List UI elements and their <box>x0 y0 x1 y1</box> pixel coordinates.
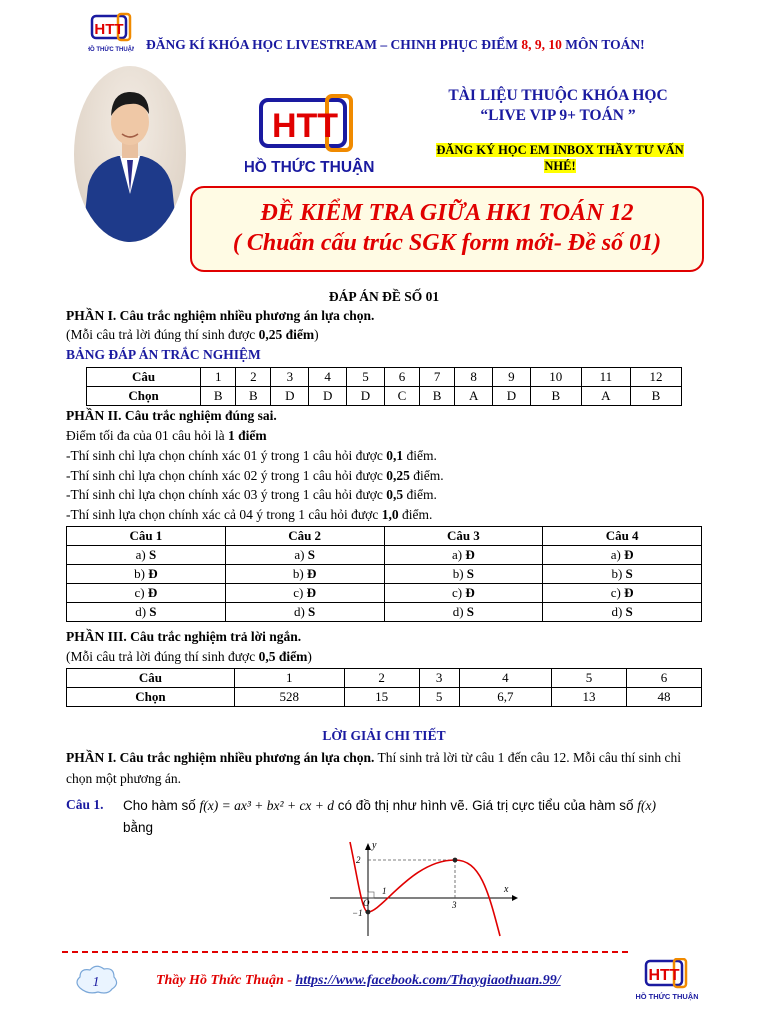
tf-cell <box>543 546 702 565</box>
tf-header-cell: Câu 1 <box>67 527 226 546</box>
part1-note-post: ) <box>314 327 319 342</box>
logo-footer-text: HTT <box>648 967 680 984</box>
mc-answer-cell: A <box>581 387 630 406</box>
mc-question-number: 2 <box>236 368 271 387</box>
tick-x-3: 3 <box>452 900 457 910</box>
tf-header-cell: Câu 4 <box>543 527 702 546</box>
rule-suffix: điểm. <box>403 487 437 502</box>
sa-answer-cell: 528 <box>234 688 344 707</box>
tf-item-label: a) <box>610 547 621 562</box>
tf-item-label: c) <box>610 585 621 600</box>
mc-answer-cell: A <box>455 387 493 406</box>
banner-pre: ĐĂNG KÍ KHÓA HỌC LIVESTREAM – CHINH PHỤC ĐIỂM <box>146 37 522 52</box>
part2-max-bold: 1 điểm <box>227 428 267 443</box>
tf-item-answer: Đ <box>306 585 316 600</box>
q1-pre: Cho hàm số <box>123 798 200 813</box>
x-axis-arrow <box>512 895 518 901</box>
tf-cell <box>384 603 543 622</box>
sa-header-label: Câu <box>67 669 235 688</box>
mc-answer-label: Chọn <box>87 387 201 406</box>
max-point <box>453 858 458 863</box>
sa-question-number: 6 <box>626 669 701 688</box>
sa-answer-cell: 13 <box>552 688 627 707</box>
tf-cell <box>543 584 702 603</box>
tf-cell <box>67 584 226 603</box>
logo-main-name: HỒ THỨC THUẬN <box>245 159 375 176</box>
answer-key-title: ĐÁP ÁN ĐỀ SỐ 01 <box>328 289 440 304</box>
part1-title: PHẦN I. Câu trắc nghiệm nhiều phương án lựa chọn. <box>66 308 375 323</box>
tf-item-label: b) <box>452 566 464 581</box>
solutions-part1-text: Thí sinh trả lời từ câu 1 đến câu 12. Mỗi câu thí sinh chỉ chọn một phương án. <box>66 750 682 786</box>
solutions-title: LỜI GIẢI CHI TIẾT <box>322 728 446 743</box>
mc-answer-cell: D <box>271 387 309 406</box>
tf-header-row <box>67 527 702 546</box>
tf-item-answer: Đ <box>306 566 317 581</box>
sa-answer-row <box>67 688 702 707</box>
tf-row <box>67 565 702 584</box>
tf-cell <box>67 546 226 565</box>
part2-max <box>66 428 267 444</box>
tf-cell <box>225 603 384 622</box>
tf-header-cell: Câu 3 <box>384 527 543 546</box>
exam-title-box <box>190 186 704 272</box>
x-label: x <box>504 884 509 895</box>
origin-label: O <box>363 898 370 908</box>
course-line2: “LIVE VIP 9+ TOÁN ” <box>480 107 636 124</box>
mc-answer-cell: D <box>493 387 531 406</box>
tf-cell <box>543 565 702 584</box>
mc-question-number: 10 <box>530 368 581 387</box>
sa-answer-table <box>66 668 702 707</box>
logo-small <box>88 12 134 54</box>
mc-question-number: 5 <box>347 368 385 387</box>
mc-answer-cell: B <box>420 387 455 406</box>
sa-answer-cell: 5 <box>419 688 459 707</box>
part3-title: PHẦN III. Câu trắc nghiệm trả lời ngắn. <box>66 629 302 644</box>
q1-end: bằng <box>123 820 154 835</box>
tf-item-answer: Đ <box>465 547 475 562</box>
part1-note-pre: (Mỗi câu trả lời đúng thí sinh được <box>66 327 259 342</box>
tf-cell <box>225 565 384 584</box>
mc-answer-cell: C <box>384 387 419 406</box>
sa-question-number: 5 <box>552 669 627 688</box>
tf-item-answer: S <box>149 604 157 619</box>
cubic-graph <box>320 840 520 940</box>
tf-item-label: d) <box>135 604 147 619</box>
tf-item-label: c) <box>452 585 463 600</box>
inbox-note <box>432 142 688 174</box>
tf-cell <box>225 584 384 603</box>
tf-item-answer: S <box>625 566 633 581</box>
rule-points: 0,25 <box>386 467 410 483</box>
mc-answer-cell: D <box>347 387 385 406</box>
part3-note-post: ) <box>307 649 312 664</box>
logo-main-text: HTT <box>271 107 339 145</box>
sa-question-number: 1 <box>234 669 344 688</box>
tick-y-bottom: −1 <box>352 908 363 918</box>
part1-note <box>66 327 319 343</box>
part2-rule <box>66 448 437 464</box>
part2-title: PHẦN II. Câu trắc nghiệm đúng sai. <box>66 408 277 423</box>
rule-points: 0,5 <box>386 487 404 502</box>
logo-small-text: HTT <box>94 21 124 38</box>
q1-mid: có đồ thị như hình vẽ. Giá trị cực tiểu của hàm số <box>334 798 638 813</box>
tf-item-label: c) <box>293 585 304 600</box>
exam-title: ĐỀ KIỂM TRA GIỮA HK1 TOÁN 12 <box>260 200 634 226</box>
tf-cell <box>384 546 543 565</box>
mc-answer-cell: D <box>309 387 347 406</box>
sa-answer-cell: 15 <box>344 688 419 707</box>
tf-cell <box>225 546 384 565</box>
sa-question-number: 3 <box>419 669 459 688</box>
mc-answer-cell: B <box>630 387 681 406</box>
sa-answer-label: Chọn <box>67 688 235 707</box>
tf-cell <box>384 565 543 584</box>
sa-answer-cell: 48 <box>626 688 701 707</box>
part3-note-bold: 0,5 điểm <box>258 649 308 664</box>
rule-suffix: điểm. <box>403 448 437 463</box>
mc-question-number: 3 <box>271 368 309 387</box>
q1-formula: f(x) = ax³ + bx² + cx + d <box>199 798 335 813</box>
tf-item-answer: Đ <box>624 547 634 562</box>
logo-footer <box>636 958 698 1004</box>
part3-note-pre: (Mỗi câu trả lời đúng thí sinh được <box>66 649 259 664</box>
tf-item-answer: Đ <box>624 585 634 600</box>
cubic-curve <box>350 842 500 936</box>
tf-item-label: c) <box>134 585 145 600</box>
mc-question-number: 9 <box>493 368 531 387</box>
banner-nums: 8, 9, 10 <box>521 37 562 52</box>
mc-answer-row <box>87 387 682 406</box>
tf-item-answer: S <box>308 604 316 619</box>
part2-rule <box>66 487 437 503</box>
sa-question-number: 4 <box>459 669 551 688</box>
mc-header-row <box>87 368 682 387</box>
tf-item-label: d) <box>611 604 623 619</box>
y-axis-arrow <box>365 843 371 850</box>
tf-row <box>67 546 702 565</box>
teacher-photo <box>74 66 186 242</box>
min-point <box>366 910 371 915</box>
tick-x-1: 1 <box>382 886 387 896</box>
logo-small-name: HỒ THỨC THUẬN <box>88 47 134 53</box>
tf-item-label: d) <box>293 604 305 619</box>
q1-fx: f(x) <box>637 798 657 813</box>
rule-points: 1,0 <box>381 506 399 522</box>
part3-note <box>66 649 312 665</box>
tf-item-answer: Đ <box>148 566 158 581</box>
tf-item-answer: Đ <box>147 585 158 600</box>
course-line1: TÀI LIỆU THUỘC KHÓA HỌC <box>448 87 668 104</box>
tf-body <box>67 546 702 622</box>
tf-item-label: b) <box>611 566 623 581</box>
footer-link[interactable]: https://www.facebook.com/Thaygiaothuan.99/ <box>295 973 561 988</box>
rule-text: -Thí sinh lựa chọn chính xác cả 04 ý trong 1 câu hỏi được <box>66 506 382 522</box>
rule-suffix: điểm. <box>398 506 433 522</box>
tf-cell <box>384 584 543 603</box>
sa-answer-cell: 6,7 <box>459 688 551 707</box>
tf-item-label: d) <box>452 604 464 619</box>
mc-table-heading: BẢNG ĐÁP ÁN TRẮC NGHIỆM <box>66 347 261 362</box>
sa-header-row <box>67 669 702 688</box>
tf-item-label: a) <box>294 547 305 562</box>
rule-text: -Thí sinh chỉ lựa chọn chính xác 01 ý trong 1 câu hỏi được <box>66 448 387 463</box>
part2-max-pre: Điểm tối đa của 01 câu hỏi là <box>66 428 228 443</box>
solutions-intro <box>66 747 706 789</box>
tf-item-label: b) <box>292 566 304 581</box>
tf-row <box>67 603 702 622</box>
exam-subtitle: ( Chuẩn cấu trúc SGK form mới- Đề số 01) <box>232 230 662 256</box>
mc-question-number: 11 <box>581 368 630 387</box>
tf-cell <box>543 603 702 622</box>
tf-item-answer: Đ <box>465 585 475 600</box>
tf-cell <box>67 565 226 584</box>
tick-y-top: 2 <box>356 855 361 865</box>
mc-question-number: 1 <box>201 368 236 387</box>
tf-item-label: a) <box>452 547 463 562</box>
mc-question-number: 4 <box>309 368 347 387</box>
tf-answer-table <box>66 526 702 622</box>
footer-divider <box>62 951 628 953</box>
footer-credit <box>156 973 561 989</box>
logo-footer-name: HỒ THỨC THUẬN <box>636 992 698 1001</box>
rule-points: 0,1 <box>386 448 404 463</box>
mc-header-label: Câu <box>87 368 201 387</box>
tf-item-answer: S <box>148 547 157 562</box>
tf-item-answer: S <box>466 566 475 581</box>
mc-answer-cell: B <box>236 387 271 406</box>
tf-item-answer: S <box>625 604 633 619</box>
rule-suffix: điểm. <box>409 467 444 483</box>
banner-post: MÔN TOÁN! <box>561 37 645 52</box>
tf-item-answer: S <box>466 604 475 619</box>
mc-answer-cell: B <box>201 387 236 406</box>
y-label: y <box>372 840 377 851</box>
inbox-text: ĐĂNG KÝ HỌC EM INBOX THẦY TƯ VẤN NHÉ! <box>436 143 684 173</box>
tf-cell <box>67 603 226 622</box>
part2-rule <box>66 468 444 484</box>
top-banner <box>146 37 645 53</box>
mc-answer-table <box>86 367 682 406</box>
footer-separator: - <box>283 973 296 988</box>
mc-question-number: 6 <box>384 368 419 387</box>
part2-rule <box>66 507 432 523</box>
course-title <box>420 86 696 126</box>
mc-question-number: 7 <box>420 368 455 387</box>
part1-note-bold: 0,25 điểm <box>258 327 315 342</box>
solutions-part1-bold: PHẦN I. Câu trắc nghiệm nhiều phương án lựa chọn. <box>66 750 375 765</box>
footer-author: Thầy Hồ Thức Thuận <box>156 973 284 988</box>
question-1-label: Câu 1. <box>66 797 104 812</box>
tf-header-cell: Câu 2 <box>225 527 384 546</box>
mc-question-number: 12 <box>630 368 681 387</box>
logo-main <box>245 94 375 180</box>
mc-answer-cell: B <box>530 387 581 406</box>
tf-item-label: b) <box>134 566 145 581</box>
tf-item-answer: S <box>307 547 315 562</box>
mc-question-number: 8 <box>455 368 493 387</box>
sa-question-number: 2 <box>344 669 419 688</box>
page-number: 1 <box>92 975 100 990</box>
rule-text: -Thí sinh chỉ lựa chọn chính xác 02 ý trong 1 câu hỏi được <box>66 467 387 483</box>
rule-text: -Thí sinh chỉ lựa chọn chính xác 03 ý trong 1 câu hỏi được <box>66 487 387 502</box>
tf-item-label: a) <box>135 547 146 562</box>
tf-row <box>67 584 702 603</box>
page-number-badge <box>74 964 118 996</box>
question-1-text <box>123 795 708 839</box>
